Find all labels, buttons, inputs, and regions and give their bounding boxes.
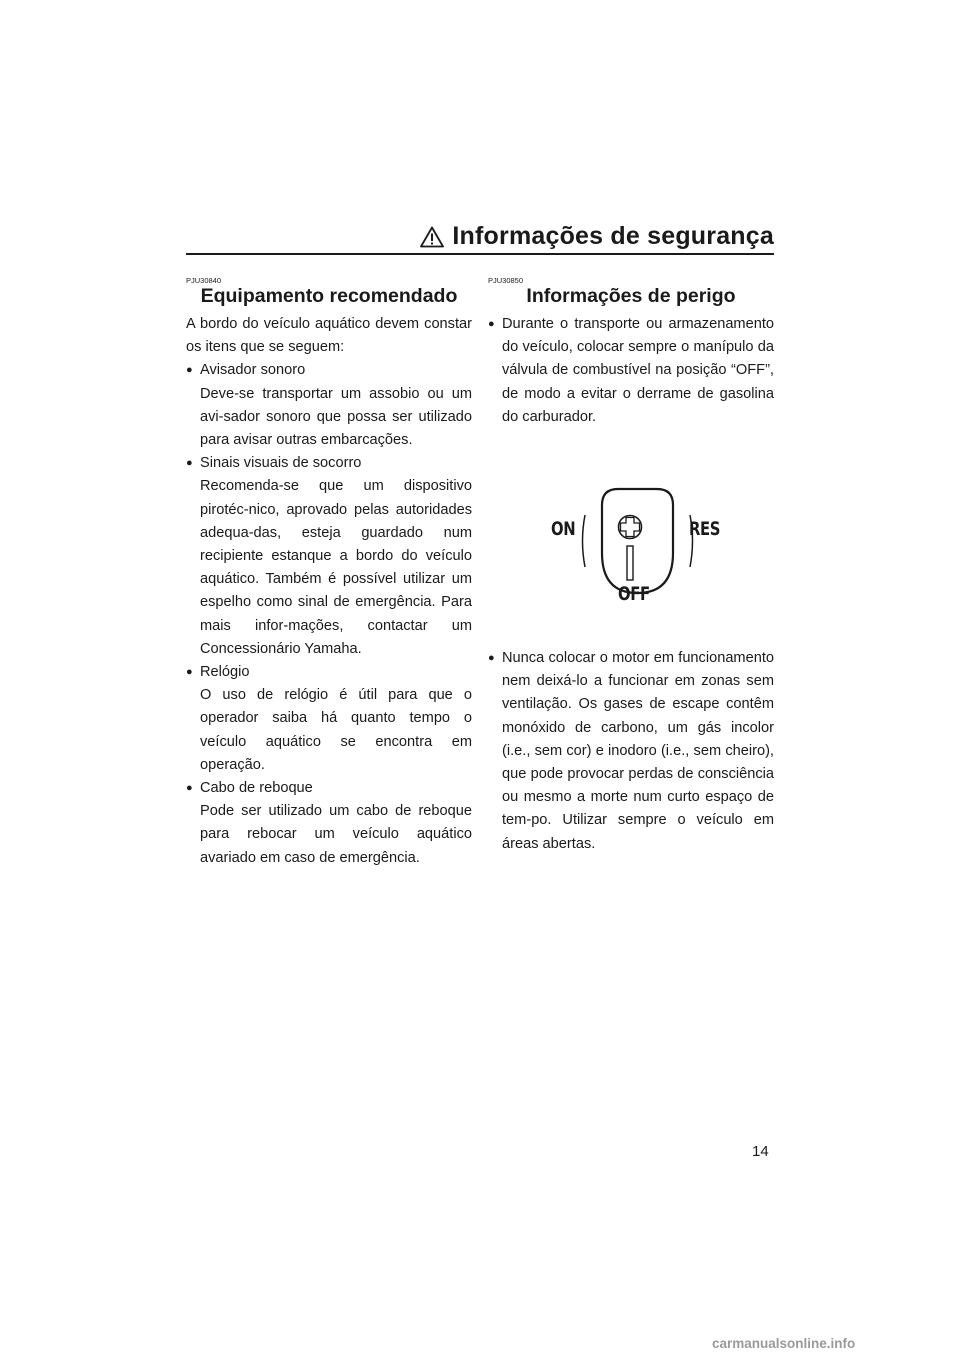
valve-label-res: RES [689, 518, 721, 541]
right-column [488, 276, 774, 856]
section-code: PJU30850 [488, 276, 524, 285]
fuel-valve-figure [488, 441, 774, 623]
warning-triangle-icon [420, 226, 444, 248]
list-item [186, 452, 472, 661]
bullet-icon: ● [186, 666, 193, 679]
bullet-icon: ● [186, 364, 193, 377]
item-text: Deve-se transportar um assobio ou um avi-sador sonoro que possa ser utilizado para avisar outras embarcações. [200, 385, 472, 449]
item-text: O uso de relógio é útil para que o operador saiba há quanto tempo o veículo aquático se encontra em operação. [200, 687, 472, 773]
page-number: 14 [752, 1143, 769, 1160]
equipment-list [186, 359, 472, 869]
valve-label-on: ON [551, 518, 576, 541]
bullet-icon: ● [488, 318, 495, 330]
item-label: Avisador sonoro [200, 362, 306, 379]
item-text: Pode ser utilizado um cabo de reboque para rebocar um veículo aquático avariado em caso de emergência. [200, 803, 472, 866]
list-item [186, 359, 472, 452]
bullet-icon: ● [186, 782, 193, 795]
list-item [488, 313, 774, 429]
list-item [488, 647, 774, 856]
header-rule [186, 253, 774, 255]
bullet-icon: ● [186, 457, 193, 470]
hazard-list [488, 313, 774, 429]
bullet-icon: ● [488, 652, 495, 665]
section-title: Equipamento recomendado [200, 285, 458, 307]
item-label: Relógio [200, 664, 250, 681]
list-item [186, 777, 472, 870]
item-text: Recomenda-se que um dispositivo pirotéc-nico, aprovado pelas autoridades adequa-das, esteja guardado num recipiente estanque a bordo do veículo aquático. Também é possível utilizar um espelho como sinal de emergência. Para mais infor-mações, contactar um Concessionário Yamaha. [200, 478, 472, 657]
item-text: Nunca colocar o motor em funcionamento nem deixá-lo a funcionar em zonas sem ventilação. Os gases de escape contêm monóxido de carbono, um gás incolor (i.e., sem cor) e inodoro (i.e., sem cheiro), que pode provocar perdas de consciência ou mesmo a morte num curto espaço de tem-po. Utilizar sempre o veículo em áreas abertas. [502, 650, 774, 852]
section-title: Informações de perigo [526, 285, 736, 307]
left-column [186, 276, 472, 870]
valve-label-off: OFF [618, 583, 650, 606]
watermark: carmanualsonline.info [712, 1336, 856, 1351]
item-text: Durante o transporte ou armazenamento do veículo, colocar sempre o manípulo da válvula de combustível na posição “OFF”, de modo a evitar o derrame de gasolina do carburador. [502, 316, 774, 425]
item-label: Cabo de reboque [200, 780, 313, 797]
intro-paragraph: A bordo do veículo aquático devem constar os itens que se seguem: [186, 316, 472, 356]
page-header [186, 222, 774, 251]
hazard-list-continued [488, 647, 774, 856]
page-title: Informações de segurança [452, 222, 774, 250]
item-label: Sinais visuais de socorro [200, 455, 362, 472]
list-item [186, 661, 472, 777]
section-code: PJU30840 [186, 276, 222, 285]
